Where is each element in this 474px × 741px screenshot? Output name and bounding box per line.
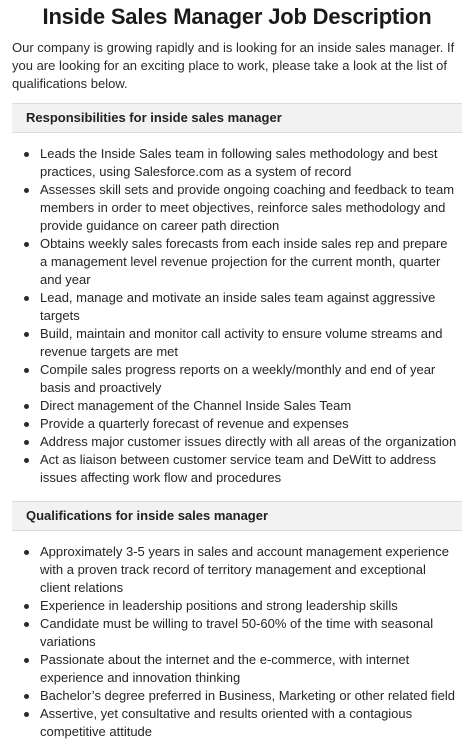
responsibility-item: Compile sales progress reports on a weekly/monthly and end of year basis and proactively [40,361,458,397]
qualifications-list [12,543,462,741]
responsibility-item: Assesses skill sets and provide ongoing coaching and feedback to team members in order to meet objectives, reinforce sales methodology and provide guidance on career path direction [40,181,458,235]
responsibility-item: Direct management of the Channel Inside Sales Team [40,397,458,415]
qualification-item: Experience in leadership positions and strong leadership skills [40,597,458,615]
responsibility-item: Address major customer issues directly with all areas of the organization [40,434,457,449]
responsibilities-list [12,145,462,487]
page-title: Inside Sales Manager Job Description [42,4,432,29]
responsibility-item: Leads the Inside Sales team in following sales methodology and best practices, using Salesforce.com as a system of record [40,145,458,181]
responsibility-item: Provide a quarterly forecast of revenue and expenses [40,415,458,433]
qualification-item: Assertive, yet consultative and results oriented with a contagious competitive attitude [40,705,458,741]
responsibility-item: Lead, manage and motivate an inside sales team against aggressive targets [40,289,458,325]
qualification-item: Approximately 3-5 years in sales and account management experience with a proven track record of territory management and exceptional client relations [40,543,458,597]
responsibility-item: Obtains weekly sales forecasts from each inside sales rep and prepare a management level revenue projection for the current month, quarter and year [40,235,458,289]
responsibility-item: Build, maintain and monitor call activity to ensure volume streams and revenue targets are met [40,325,458,361]
responsibility-item: Act as liaison between customer service team and DeWitt to address issues affecting work flow and procedures [40,451,458,487]
qualification-item: Candidate must be willing to travel 50-60% of the time with seasonal variations [40,615,458,651]
intro-paragraph: Our company is growing rapidly and is looking for an inside sales manager. If you are looking for an exciting place to work, please take a look at the list of qualifications below. [12,40,455,91]
qualifications-heading: Qualifications for inside sales manager [12,501,462,531]
responsibilities-heading: Responsibilities for inside sales manager [12,103,462,133]
qualification-item: Passionate about the internet and the e-commerce, with internet experience and innovation thinking [40,651,458,687]
qualification-item: Bachelor’s degree preferred in Business, Marketing or other related field [40,687,458,705]
